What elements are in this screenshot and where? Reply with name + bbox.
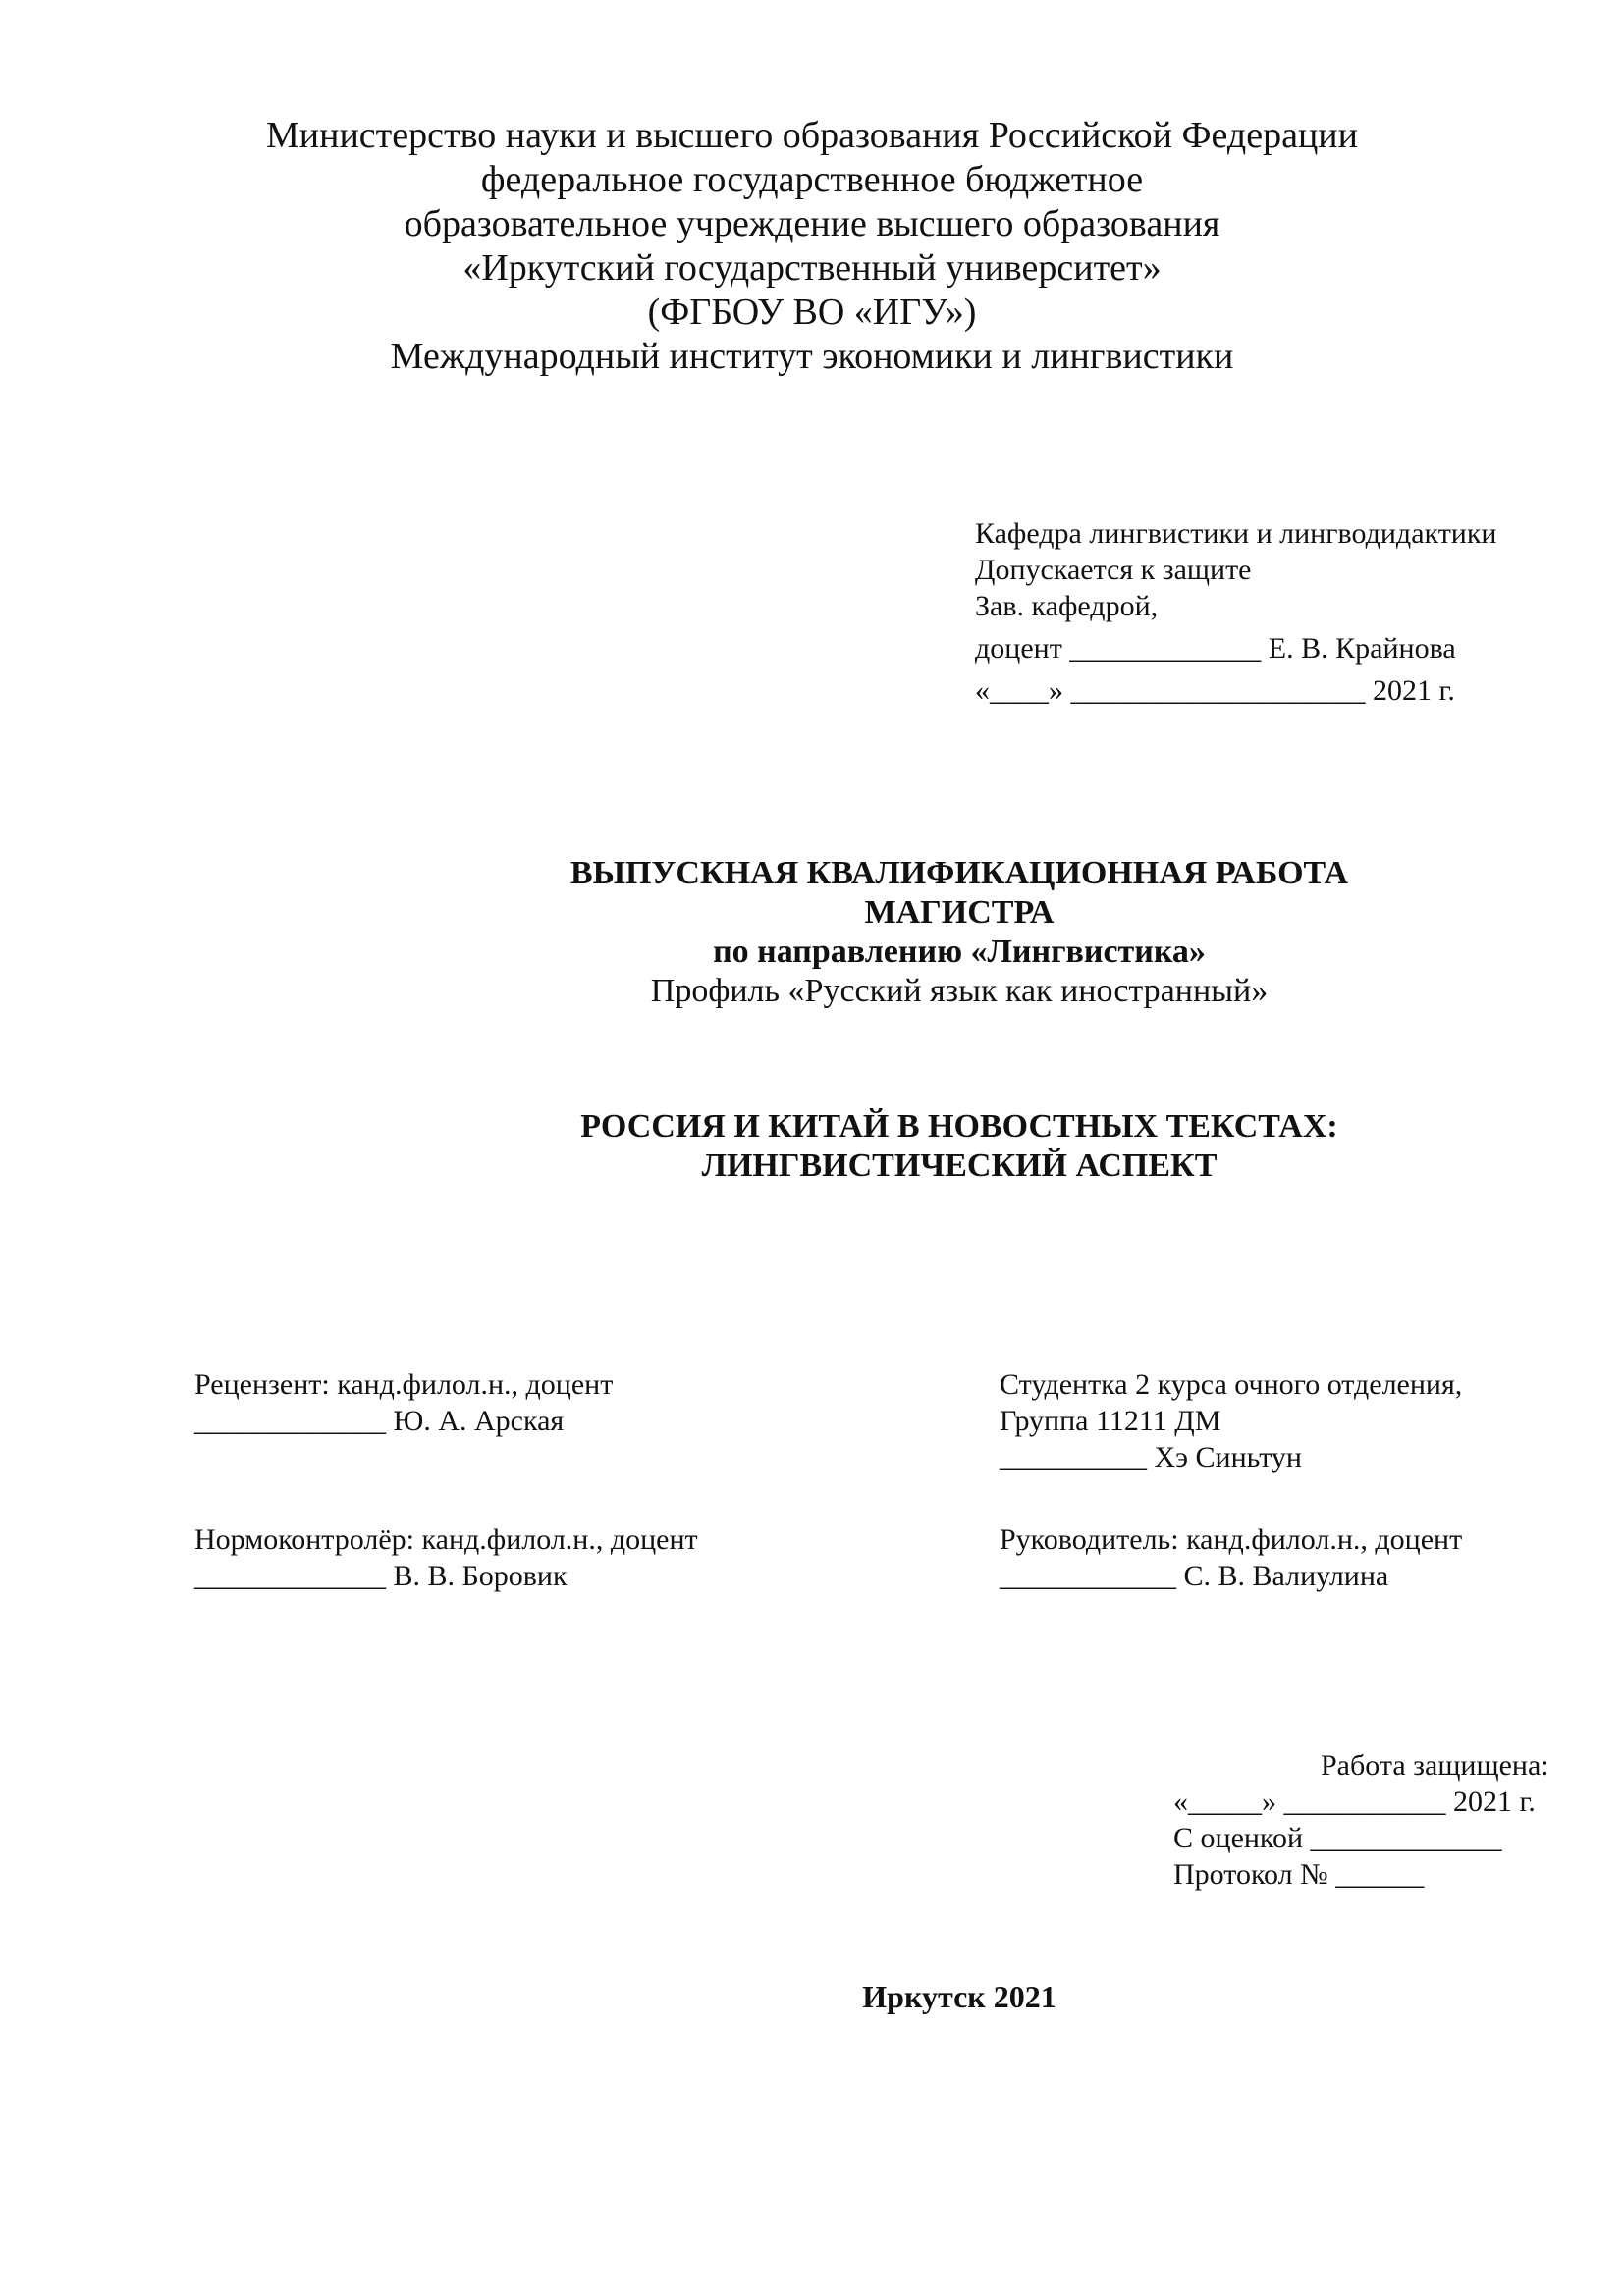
institution-header	[0, 114, 1624, 379]
topic-line-2: ЛИНГВИСТИЧЕСКИЙ АСПЕКТ	[701, 1148, 1218, 1184]
thesis-type-line-1: ВЫПУСКНАЯ КВАЛИФИКАЦИОННАЯ РАБОТА	[569, 855, 1349, 891]
university-name: «Иркутский государственный университет»	[462, 247, 1162, 289]
admission-date-line: «____» ____________________ 2021 г.	[975, 674, 1455, 707]
supervisor-block	[1000, 1522, 1462, 1594]
thesis-type-block	[0, 854, 1624, 1011]
thesis-type-line-2: МАГИСТРА	[864, 894, 1055, 931]
norm-controller-signature: _____________ В. В. Боровик	[194, 1560, 568, 1592]
defense-grade-line: С оценкой _____________	[1173, 1822, 1502, 1854]
admission-block	[975, 515, 1497, 709]
topic-line-1: РОССИЯ И КИТАЙ В НОВОСТНЫХ ТЕКСТАХ:	[580, 1108, 1338, 1145]
university-abbreviation: (ФГБОУ ВО «ИГУ»)	[647, 292, 977, 333]
admission-text: Допускается к защите	[975, 554, 1252, 586]
city-year-block	[0, 1978, 1624, 2015]
head-of-department-label: Зав. кафедрой,	[975, 590, 1159, 622]
supervisor-role: Руководитель: канд.филол.н., доцент	[1000, 1523, 1463, 1556]
reviewer-block	[194, 1366, 613, 1439]
defense-protocol-line: Протокол № ______	[1173, 1858, 1425, 1891]
institution-type-line: федеральное государственное бюджетное	[480, 159, 1144, 200]
supervisor-signature: ____________ С. В. Валиулина	[1000, 1560, 1389, 1592]
student-block	[1000, 1366, 1462, 1475]
student-signature: __________ Хэ Синьтун	[1000, 1441, 1302, 1473]
thesis-profile: Профиль «Русский язык как иностранный»	[650, 973, 1269, 1009]
norm-controller-role: Нормоконтролёр: канд.филол.н., доцент	[194, 1523, 698, 1556]
thesis-topic	[0, 1107, 1624, 1186]
institute-name: Международный институт экономики и лингвистики	[390, 336, 1234, 377]
reviewer-signature: _____________ Ю. А. Арская	[194, 1405, 565, 1437]
reviewer-role: Рецензент: канд.филол.н., доцент	[194, 1368, 614, 1401]
defense-title: Работа защищена:	[1321, 1749, 1549, 1782]
city-year: Иркутск 2021	[862, 1979, 1056, 2014]
defense-date-line: «_____» ___________ 2021 г.	[1173, 1786, 1536, 1818]
student-course: Студентка 2 курса очного отделения,	[1000, 1368, 1463, 1401]
ministry-line: Министерство науки и высшего образования Российской Федерации	[266, 115, 1358, 156]
student-group: Группа 11211 ДМ	[1000, 1405, 1221, 1437]
department-name: Кафедра лингвистики и лингводидактики	[975, 517, 1497, 550]
thesis-direction: по направлению «Лингвистика»	[713, 934, 1206, 970]
norm-controller-block	[194, 1522, 698, 1594]
head-signature-line: доцент _____________ Е. В. Крайнова	[975, 632, 1456, 665]
institution-type-line-2: образовательное учреждение высшего образования	[404, 203, 1220, 244]
defense-block	[1173, 1747, 1549, 1893]
